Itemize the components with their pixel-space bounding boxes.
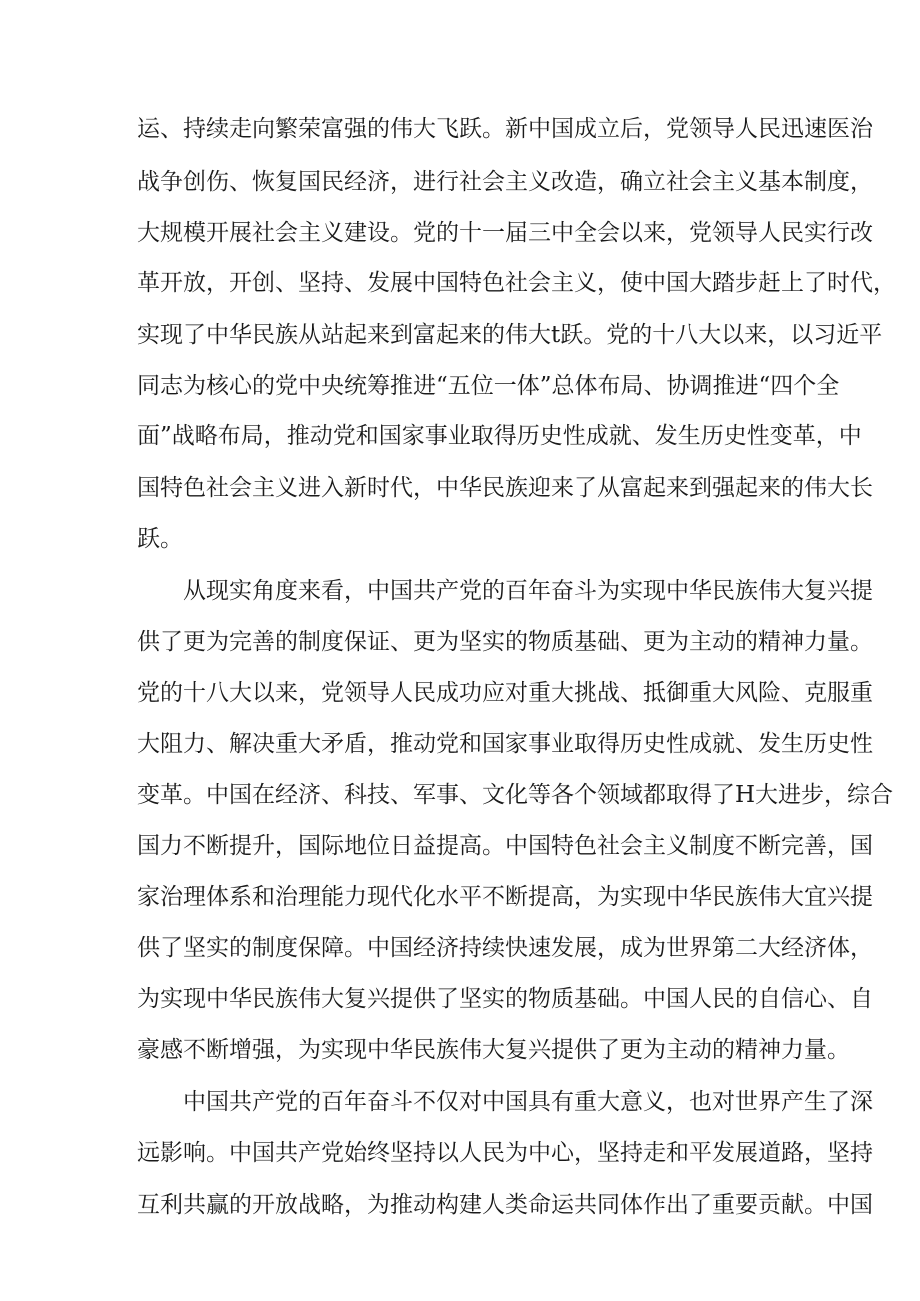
text-line: 变革。中国在经济、科技、军事、文化等各个领域都取得了H大进步，综合 — [137, 782, 894, 808]
text-line: 国力不断提升，国际地位日益提高。中国特色社会主义制度不断完善，国 — [137, 833, 873, 859]
paragraph-first-line: 中国共产党的百年奋斗不仅对中国具有重大意义，也对世界产生了深 — [183, 1089, 873, 1115]
text-line: 革开放，开创、坚持、发展中国特色社会主义，使中国大踏步赶上了时代， — [137, 270, 896, 296]
text-line: 供了更为完善的制度保证、更为坚实的物质基础、更为主动的精神力量。 — [137, 629, 873, 655]
text-line: 豪感不断增强，为实现中华民族伟大复兴提供了更为主动的精神力量。 — [137, 1037, 850, 1063]
text-line: 运、持续走向繁荣富强的伟大飞跃。新中国成立后，党领导人民迅速医治 — [137, 116, 873, 142]
text-line: 国特色社会主义进入新时代，中华民族迎来了从富起来到强起来的伟大长 — [137, 475, 873, 501]
text-line: 供了坚实的制度保障。中国经济持续快速发展，成为世界第二大经济体， — [137, 935, 873, 961]
text-line: 互利共赢的开放战略，为推动构建人类命运共同体作出了重要贡献。中国 — [137, 1192, 873, 1218]
text-line: 党的十八大以来，党领导人民成功应对重大挑战、抵御重大风险、克服重 — [137, 680, 873, 706]
paragraph-first-line: 从现实角度来看，中国共产党的百年奋斗为实现中华民族伟大复兴提 — [183, 578, 873, 604]
text-line: 家治理体系和治理能力现代化水平不断提高，为实现中华民族伟大宜兴提 — [137, 884, 873, 910]
text-line: 为实现中华民族伟大复兴提供了坚实的物质基础。中国人民的自信心、自 — [137, 986, 873, 1012]
text-line: 跃。 — [137, 526, 183, 552]
text-line: 面”战略布局，推动党和国家事业取得历史性成就、发生历史性变革，中 — [137, 423, 862, 449]
text-line: 战争创伤、恢复国民经济，进行社会主义改造，确立社会主义基本制度， — [137, 169, 873, 195]
text-line: 实现了中华民族从站起来到富起来的伟大t跃。党的十八大以来，以习近平 — [137, 322, 883, 348]
text-line: 大规模开展社会主义建设。党的十一届三中全会以来，党领导人民实行改 — [137, 220, 873, 246]
text-line: 同志为核心的党中央统筹推进“五位一体”总体布局、协调推进“四个全 — [137, 373, 840, 399]
text-line: 大阻力、解决重大矛盾，推动党和国家事业取得历史性成就、发生历史性 — [137, 731, 873, 757]
text-line: 远影响。中国共产党始终坚持以人民为中心，坚持走和平发展道路，坚持 — [137, 1140, 873, 1166]
